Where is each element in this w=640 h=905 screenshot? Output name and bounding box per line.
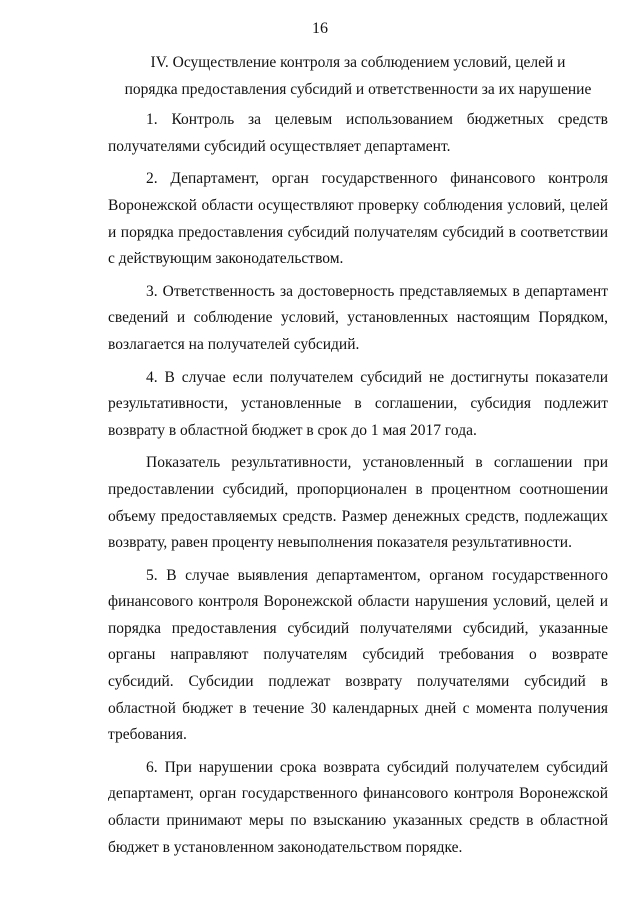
paragraph-2: 2. Департамент, орган государственного финансового контроля Воронежской области осуществляют проверку соблюдения условий, целей и порядка предоставления субсидий получателям субсидий в соответствии с действующим законодательством. bbox=[108, 170, 608, 268]
paragraph-4-continued: Показатель результативности, установленный в соглашении при предоставлении субсидий, пропорционален в процентном соотношении объему предоставляемых средств. Размер денежных средств, подлежащих возврату, равен проценту невыполнения показателя результативности. bbox=[108, 454, 608, 552]
paragraph-5: 5. В случае выявления департаментом, органом государственного финансового контроля Воронежской области нарушения условий, целей и порядка предоставления субсидий получателями субсидий, указанные органы направляют получателям субсидий требования о возврате субсидий. Субсидии подлежат возврату получателями субсидий в областной бюджет в течение 30 календарных дней с момента получения требования. bbox=[108, 566, 608, 744]
section-title bbox=[108, 50, 608, 103]
paragraph-3: 3. Ответственность за достоверность представляемых в департамент сведений и соблюдение условий, установленных настоящим Порядком, возлагается на получателей субсидий. bbox=[108, 282, 608, 353]
section-title-line-1: IV. Осуществление контроля за соблюдением условий, целей и bbox=[150, 54, 566, 71]
section-title-line-2: порядка предоставления субсидий и ответственности за их нарушение bbox=[124, 80, 592, 98]
document-body bbox=[108, 50, 608, 867]
page-number: 16 bbox=[312, 20, 328, 37]
paragraph-6: 6. При нарушении срока возврата субсидий получателем субсидий департамент, орган государственного финансового контроля Воронежской области принимают меры по взысканию указанных средств в областной бюджет в установленном законодательством порядке. bbox=[108, 758, 608, 856]
paragraph-1: 1. Контроль за целевым использованием бюджетных средств получателями субсидий осуществляет департамент. bbox=[108, 111, 608, 155]
paragraph-4: 4. В случае если получателем субсидий не достигнуты показатели результативности, установленные в соглашении, субсидия подлежит возврату в областной бюджет в срок до 1 мая 2017 года. bbox=[108, 368, 608, 439]
